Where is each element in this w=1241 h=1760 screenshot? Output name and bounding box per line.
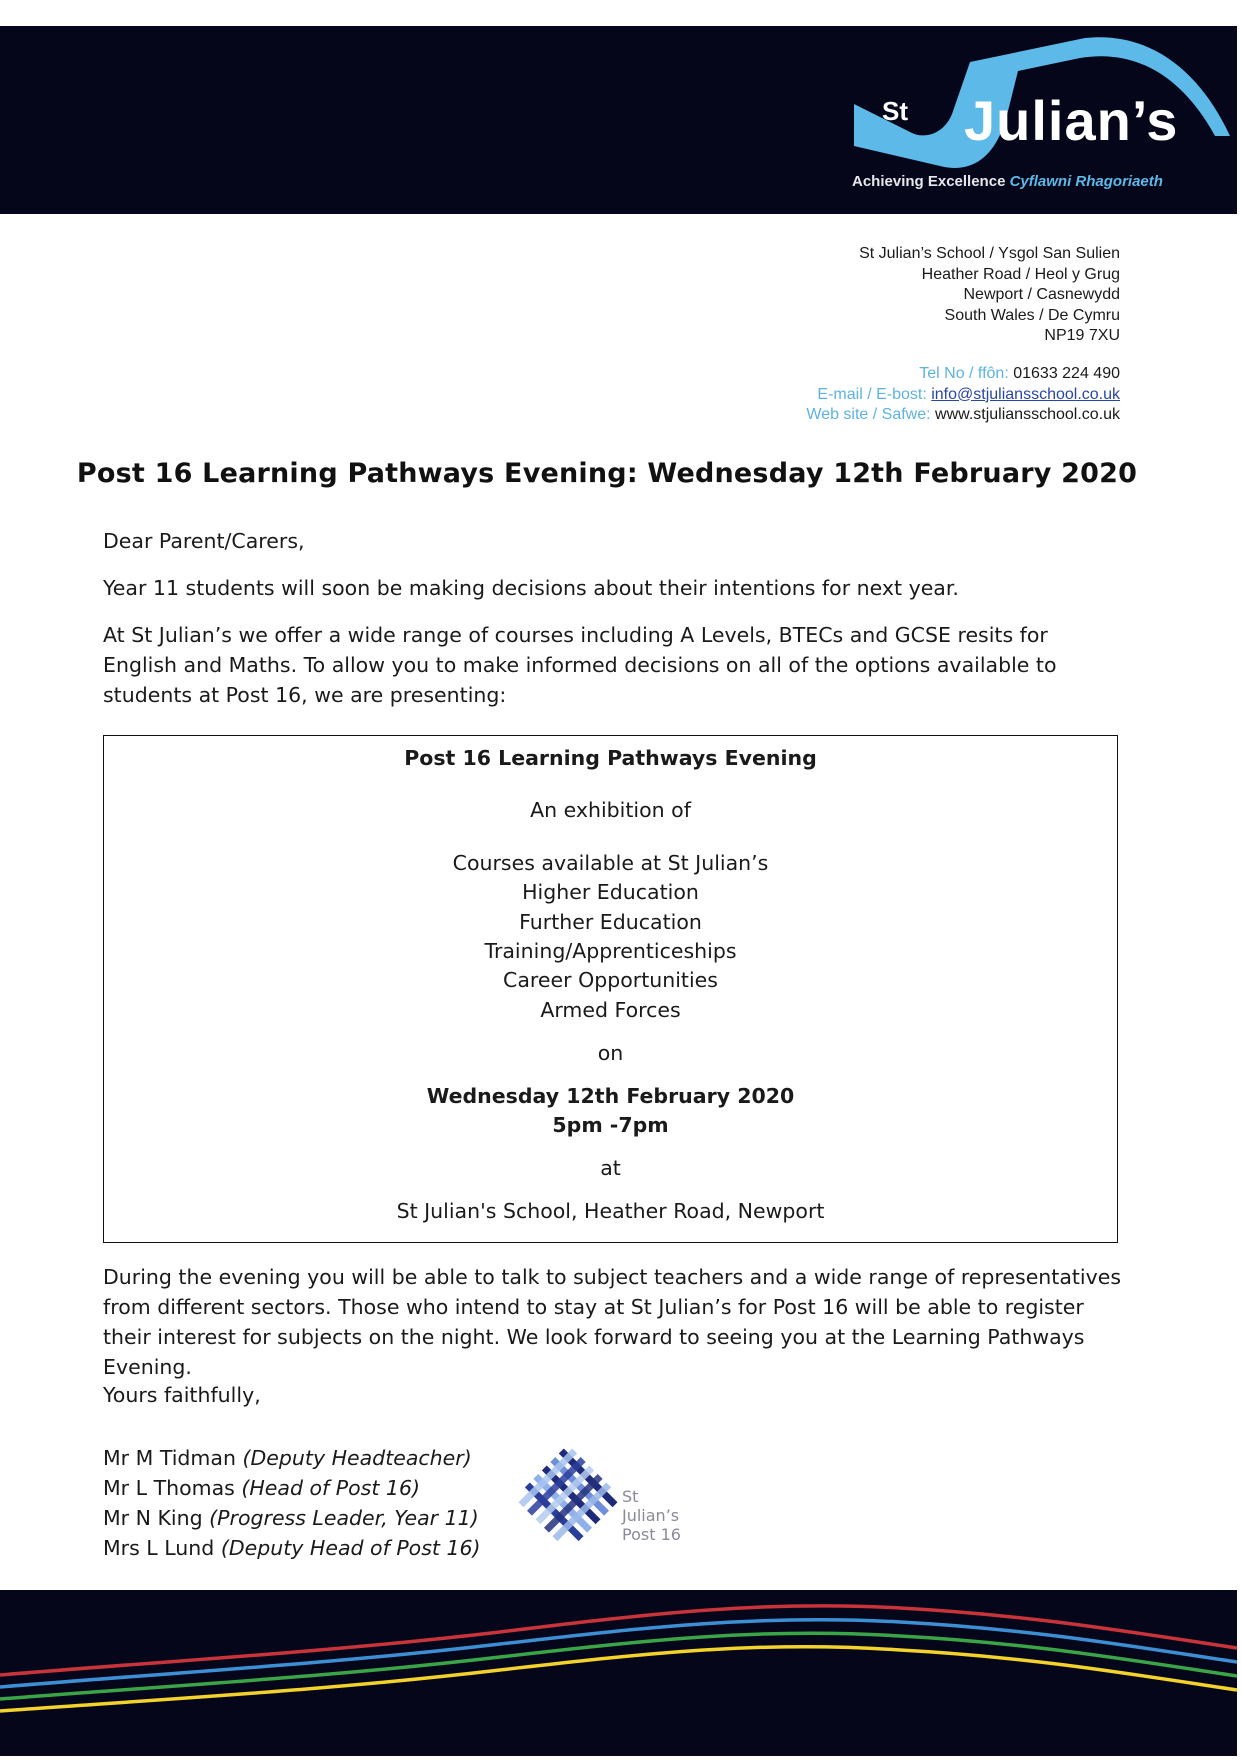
logo-name-text: Julian’s (964, 89, 1179, 152)
address-line: Heather Road / Heol y Grug (921, 265, 1120, 283)
web-label: Web site / Safwe: (806, 406, 931, 423)
logo-st-text: St (882, 96, 908, 126)
web-address: www.stjuliansschool.co.uk (935, 406, 1120, 423)
box-item: Courses available at St Julian’s (452, 851, 769, 875)
evening-paragraph: During the evening you will be able to talk to subject teachers and a wide range of representatives from different sectors. Those who intend to stay at St Julian’s for Post 16 will be able to register their interest for subjects on the night. We look forward to seeing you at the Learning Pathways Evening. (103, 1265, 1122, 1379)
greeting: Dear Parent/Carers, (103, 529, 305, 553)
intro-paragraph: Year 11 students will soon be making decisions about their intentions for next year. (103, 576, 959, 600)
signatory-role: (Head of Post 16) (241, 1476, 420, 1500)
logo-tagline (852, 173, 1163, 190)
signatory-name: Mr M Tidman (103, 1446, 236, 1470)
signatory (103, 1533, 481, 1563)
signatory-name: Mr N King (103, 1506, 203, 1530)
letter-title: Post 16 Learning Pathways Evening: Wednesday 12th February 2020 (76, 458, 1138, 489)
tagline-english: Achieving Excellence (852, 173, 1006, 190)
email-label: E-mail / E-bost: (817, 385, 927, 403)
address-line: NP19 7XU (1044, 327, 1120, 344)
weave-icon (518, 1448, 628, 1548)
tagline-welsh: Cyflawni Rhagoriaeth (1009, 173, 1163, 190)
contact-email (806, 385, 1120, 406)
contact-phone (806, 364, 1120, 385)
footer-band (0, 1590, 1237, 1756)
footer-wave-lines (0, 1590, 1237, 1756)
event-details-box (103, 735, 1118, 1243)
event-date: Wednesday 12th February 2020 (426, 1084, 795, 1108)
contact-web (806, 405, 1120, 426)
signatory-role: (Progress Leader, Year 11) (209, 1506, 479, 1530)
contact-details (806, 364, 1120, 426)
address-line: Newport / Casnewydd (963, 286, 1120, 303)
signatory-role: (Deputy Headteacher) (242, 1446, 472, 1470)
signatory-name: Mr L Thomas (103, 1476, 235, 1500)
signatory-role: (Deputy Head of Post 16) (220, 1536, 481, 1560)
post16-line: Julian’s (622, 1506, 680, 1525)
email-link[interactable]: info@stjuliansschool.co.uk (931, 385, 1120, 403)
event-venue: St Julian's School, Heather Road, Newport (396, 1199, 825, 1223)
signatory-name: Mrs L Lund (103, 1536, 215, 1560)
school-address (859, 244, 1120, 347)
box-item: Armed Forces (540, 998, 681, 1022)
box-item: Career Opportunities (503, 968, 718, 992)
school-logo (840, 26, 1240, 206)
phone-label: Tel No / ffôn: (919, 365, 1009, 382)
signatory (103, 1443, 481, 1473)
phone-number: 01633 224 490 (1013, 365, 1120, 382)
event-time: 5pm -7pm (552, 1113, 669, 1137)
box-intro: An exhibition of (530, 798, 691, 822)
box-item: Higher Education (522, 880, 699, 904)
box-heading: Post 16 Learning Pathways Evening (404, 746, 817, 770)
signatory (103, 1473, 481, 1503)
signoff: Yours faithfully, (103, 1383, 261, 1407)
post16-logo-text (622, 1487, 681, 1544)
box-item: Further Education (519, 910, 702, 934)
post16-line: St (622, 1487, 639, 1506)
courses-paragraph: At St Julian’s we offer a wide range of courses including A Levels, BTECs and GCSE resits for English and Maths. To allow you to make informed decisions on all of the options available to students at Post 16, we are presenting: (103, 623, 1057, 707)
post16-line: Post 16 (622, 1525, 681, 1544)
box-at: at (600, 1156, 621, 1180)
address-line: St Julian’s School / Ysgol San Sulien (859, 245, 1120, 262)
box-on: on (597, 1041, 624, 1065)
box-item: Training/Apprenticeships (484, 939, 737, 963)
signatories (103, 1443, 481, 1563)
signatory (103, 1503, 481, 1533)
address-line: South Wales / De Cymru (944, 306, 1120, 324)
